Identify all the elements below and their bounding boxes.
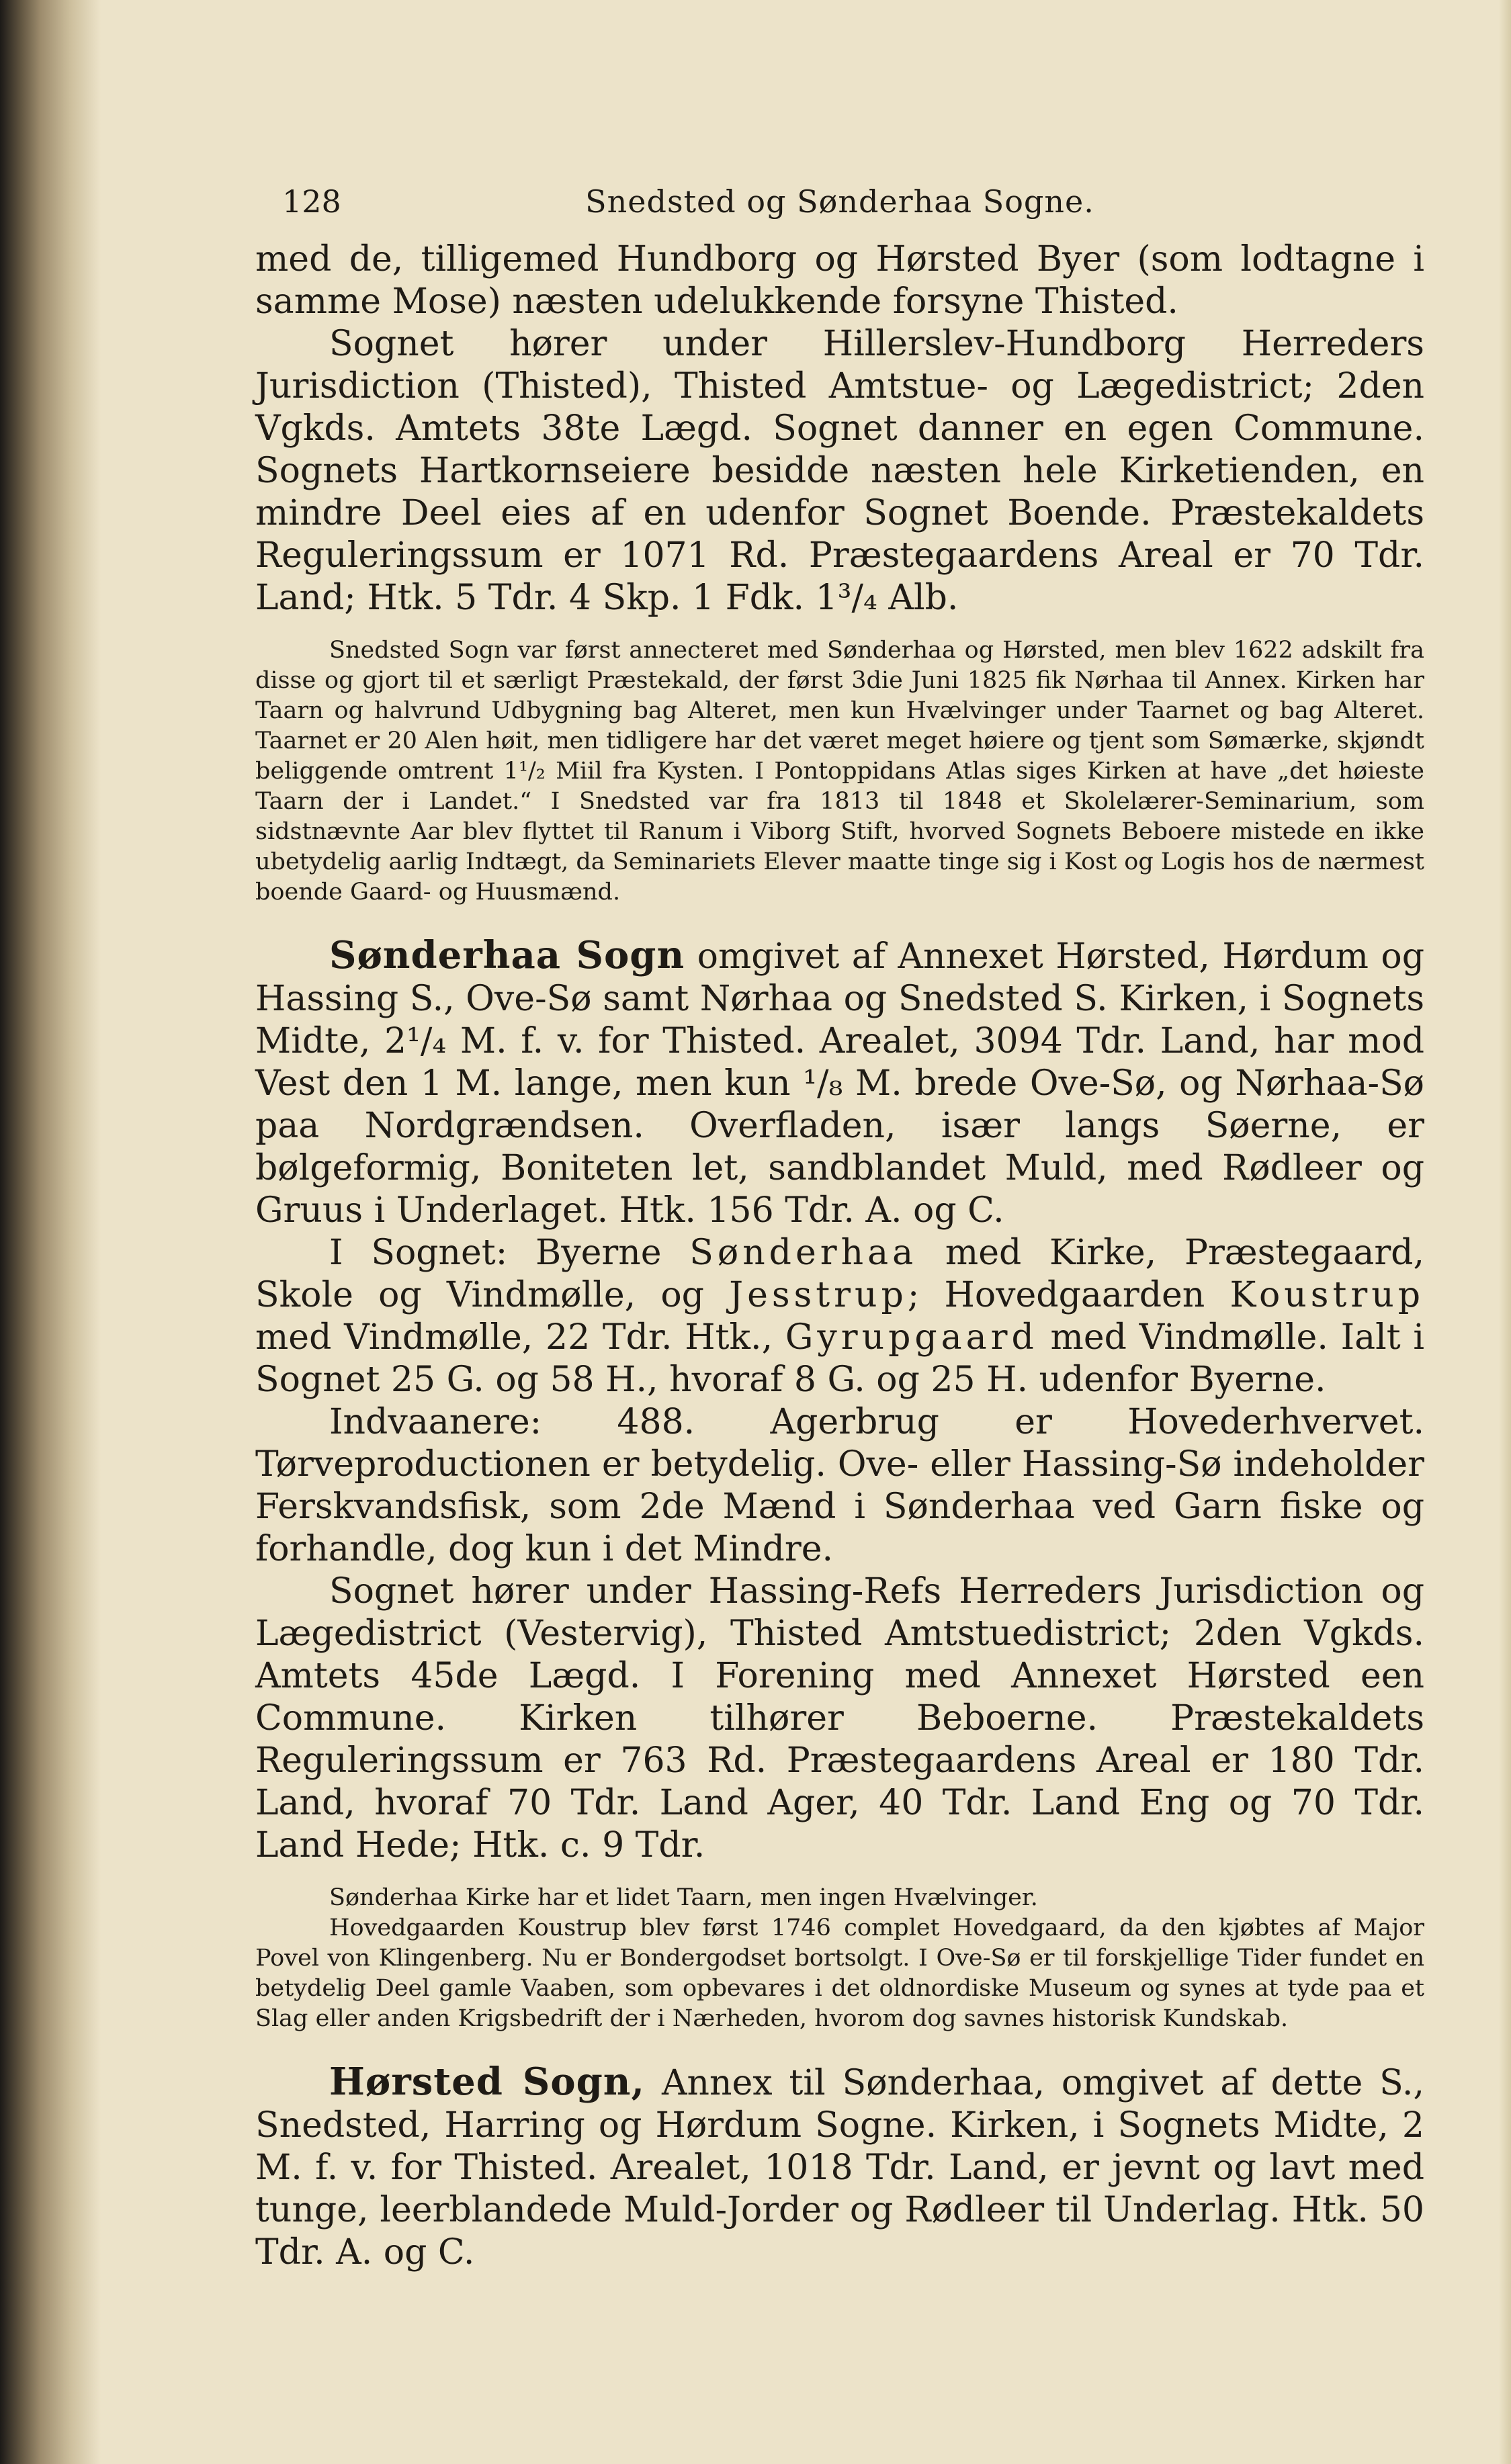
footnote-sonderhaa-church: Sønderhaa Kirke har et lidet Taarn, men ingen Hvælvinger. [329,1884,1038,1911]
book-spine-shadow [0,0,101,2464]
running-title: Snedsted og Sønderhaa Sogne. [585,183,1094,220]
place-jesstrup: Jesstrup [729,1275,908,1315]
place-gyrupgaard: Gyrupgaard [785,1317,1038,1358]
paragraph-continued: med de, tilligemed Hundborg og Hørsted Byer (som lodtagne i samme Mose) næsten udelukkende forsyne Thisted. [255,239,1424,322]
horsted-description: Annex til Sønderhaa, omgivet af dette S., Snedsted, Harring og Hørdum Sogne. Kirken, i Sognets Midte, 2 M. f. v. for Thisted. Arealet, 1018 Tdr. Land, er jevnt og lavt med tunge, leerblandede Muld-Jorder og Rødleer til Underlag. Htk. 50 Tdr. A. og C. [255,2063,1424,2273]
paragraph-sonderhaa-jurisdiction: Sognet hører under Hassing-Refs Herreders Jurisdiction og Lægedistrict (Vestervig), Thisted Amtstuedistrict; 2den Vgkds. Amtets 45de Lægd. I Forening med Annexet Hørsted een Commune. Kirken tilhører Beboerne. Præstekaldets Reguleringssum er 763 Rd. Præstegaardens Areal er 180 Tdr. Land, hvoraf 70 Tdr. Land Ager, 40 Tdr. Land Eng og 70 Tdr. Land Hede; Htk. c. 9 Tdr. [255,1571,1424,1865]
footnote-snedsted-history: Snedsted Sogn var først annecteret med Sønderhaa og Hørsted, men blev 1622 adskilt fra disse og gjort til et særligt Præstekald, der først 3die Juni 1825 fik Nørhaa til Annex. Kirken har Taarn og halvrund Udbygning bag Alteret, men kun Hvælvinger under Taarnet og bag Alteret. Taarnet er 20 Alen høit, men tidligere har det været meget høiere og tjent som Sømærke, skjøndt beliggende omtrent 1¹/₂ Miil fra Kysten. I Pontoppidans Atlas siges Kirken at have „det høieste Taarn der i Landet.“ I Snedsted var fra 1813 til 1848 et Skolelærer-Seminarium, som sidstnævnte Aar blev flyttet til Ranum i Viborg Stift, hvorved Sognets Beboere mistede en ikke ubetydelig aarlig Indtægt, da Seminariets Elever maatte tinge sig i Kost og Logis hos de nærmest boende Gaard- og Huusmænd. [255,637,1424,906]
text-block [255,178,1424,2274]
page-edge [1499,0,1511,2464]
paragraph-sonderhaa-places: I Sognet: Byerne Sønderhaa med Kirke, Præstegaard, Skole og Vindmølle, og Jesstrup; Hovedgaarden Koustrup med Vindmølle, 22 Tdr. Htk., Gyrupgaard med Vindmølle. Ialt i Sognet 25 G. og 58 H., hvoraf 8 G. og 25 H. udenfor Byerne. [255,1233,1425,1400]
sonderhaa-description: omgivet af Annexet Hørsted, Hørdum og Hassing S., Ove-Sø samt Nørhaa og Snedsted S. Kirken, i Sognets Midte, 2¹/₄ M. f. v. for Thisted. Arealet, 3094 Tdr. Land, har mod Vest den 1 M. lange, men kun ¹/₈ M. brede Ove-Sø, og Nørhaa-Sø paa Nordgrændsen. Overfladen, især langs Søerne, er bølgeformig, Boniteten let, sandblandet Muld, med Rødleer og Gruus i Underlaget. Htk. 156 Tdr. A. og C. [255,936,1424,1231]
section-sonderhaa-intro [255,934,1424,1232]
place-koustrup: Koustrup [1229,1275,1425,1315]
section-horsted-intro [255,2061,1424,2274]
section-heading-sonderhaa: Sønderhaa Sogn [329,933,685,977]
paragraph-sonderhaa-inhabitants: Indvaanere: 488. Agerbrug er Hovederhvervet. Tørveproductionen er betydelig. Ove- eller Hassing-Sø indeholder Ferskvandsfisk, som 2de Mænd i Sønderhaa ved Garn fiske og forhandle, dog kun i det Mindre. [255,1402,1424,1569]
footnote-koustrup: Hovedgaarden Koustrup blev først 1746 complet Hovedgaard, da den kjøbtes af Major Povel von Klingenberg. Nu er Bondergodset bortsolgt. I Ove-Sø er til forskjellige Tider fundet en betydelig Deel gamle Vaaben, som opbevares i det oldnordiske Museum og synes at tyde paa et Slag eller anden Krigsbedrift der i Nærheden, hvorom dog savnes historisk Kundskab. [255,1915,1424,2032]
section-heading-horsted: Hørsted Sogn, [329,2060,646,2104]
paragraph-snedsted-jurisdiction: Sognet hører under Hillerslev-Hundborg Herreders Jurisdiction (Thisted), Thisted Amtstue- og Lægedistrict; 2den Vgkds. Amtets 38te Lægd. Sognet danner en egen Commune. Sognets Hartkornseiere besidde næsten hele Kirketienden, en mindre Deel eies af en udenfor Sognet Boende. Præstekaldets Reguleringssum er 1071 Rd. Præstegaardens Areal er 70 Tdr. Land; Htk. 5 Tdr. 4 Skp. 1 Fdk. 1³/₄ Alb. [255,324,1424,618]
running-head [255,178,1424,238]
place-sonderhaa: Sønderhaa [689,1233,918,1273]
page-number: 128 [282,183,341,220]
